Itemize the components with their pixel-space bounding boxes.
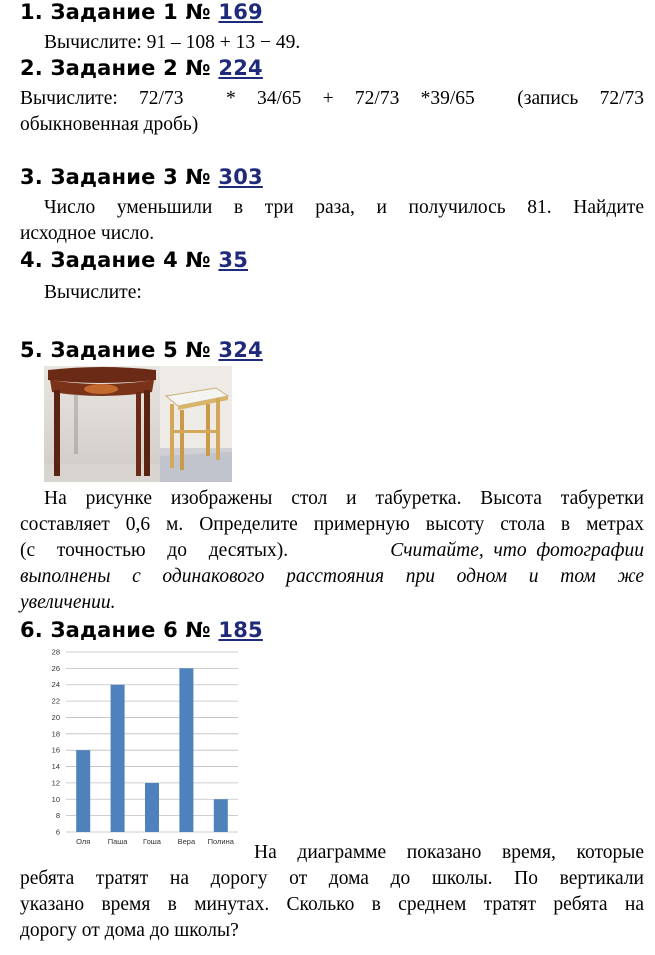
- task-3-heading: [20, 165, 263, 189]
- table-photo: [44, 366, 160, 482]
- task-2-heading: [20, 56, 263, 80]
- bar-1: [111, 685, 125, 832]
- task-6-line-3: указано время в минутах. Сколько в среднем тратят ребята на: [20, 894, 644, 915]
- y-tick-label: 14: [51, 762, 60, 772]
- bar-4: [214, 799, 228, 832]
- task-6-link[interactable]: 185: [218, 618, 263, 642]
- task-5-line-1: На рисунке изображены стол и табуретка. Высота табуретки: [44, 488, 644, 509]
- task-2-line-1: Вычислите: 72/73 * 34/65 + 72/73 *39/65 (запись 72/73: [20, 88, 644, 109]
- task-5-line-5: увеличении.: [20, 592, 116, 613]
- task-5-line-3-regular: (с точностью до десятых).: [20, 540, 289, 561]
- y-tick-label: 18: [51, 729, 60, 739]
- x-category-label: Полина: [207, 837, 234, 846]
- task-4-title: 4. Задание 4 №: [20, 248, 211, 272]
- x-category-label: Оля: [76, 837, 91, 846]
- task-4-text: Вычислите:: [44, 282, 142, 303]
- y-tick-label: 24: [51, 680, 60, 690]
- task-1-link[interactable]: 169: [218, 0, 263, 24]
- task-4-heading: [20, 248, 248, 272]
- x-category-label: Гоша: [143, 837, 161, 846]
- task-5-heading: [20, 338, 263, 362]
- y-tick-label: 12: [51, 778, 60, 788]
- task-6-title: 6. Задание 6 №: [20, 618, 211, 642]
- bar-3: [179, 668, 193, 832]
- y-tick-label: 22: [51, 696, 60, 706]
- stool-photo: [160, 366, 232, 482]
- task-5-link[interactable]: 324: [218, 338, 263, 362]
- task-5-line-2: составляет 0,6 м. Определите примерную высоту стола в метрах: [20, 514, 644, 535]
- commute-time-bar-chart: [40, 648, 250, 858]
- task-2-title: 2. Задание 2 №: [20, 56, 211, 80]
- task-5-line-4: выполнены с одинакового расстояния при одном и том же: [20, 566, 644, 587]
- task-3-title: 3. Задание 3 №: [20, 165, 211, 189]
- bar-0: [76, 750, 90, 832]
- task-6-line-1: На диаграмме показано время, которые: [254, 842, 644, 863]
- task-1-title: 1. Задание 1 №: [20, 0, 211, 24]
- y-tick-label: 20: [51, 712, 60, 722]
- task-3-line-1: Число уменьшили в три раза, и получилось 81. Найдите: [44, 197, 644, 218]
- x-category-label: Паша: [107, 837, 128, 846]
- task-2-link[interactable]: 224: [218, 56, 263, 80]
- bar-2: [145, 783, 159, 832]
- task-6-line-2: ребята тратят на дорогу от дома до школы. По вертикали: [20, 868, 644, 889]
- task-5-title: 5. Задание 5 №: [20, 338, 211, 362]
- y-tick-label: 10: [51, 794, 60, 804]
- x-category-label: Вера: [177, 837, 196, 846]
- task-1-heading: [20, 0, 263, 24]
- task-5-line-3: [20, 538, 644, 564]
- task-1-text: Вычислите: 91 – 108 + 13 − 49.: [44, 32, 301, 53]
- task-4-link[interactable]: 35: [218, 248, 249, 272]
- y-tick-label: 28: [51, 648, 60, 657]
- task-6-heading: [20, 618, 263, 642]
- task-2-line-2: обыкновенная дробь): [20, 114, 199, 135]
- y-tick-label: 6: [55, 827, 60, 837]
- y-tick-label: 16: [51, 745, 60, 755]
- task-3-line-2: исходное число.: [20, 223, 155, 244]
- task-5-line-3-italic: Считайте, что фотографии: [390, 540, 644, 561]
- task-6-line-4: дорогу от дома до школы?: [20, 920, 239, 941]
- y-tick-label: 26: [51, 663, 60, 673]
- y-tick-label: 8: [55, 811, 60, 821]
- task-3-link[interactable]: 303: [218, 165, 263, 189]
